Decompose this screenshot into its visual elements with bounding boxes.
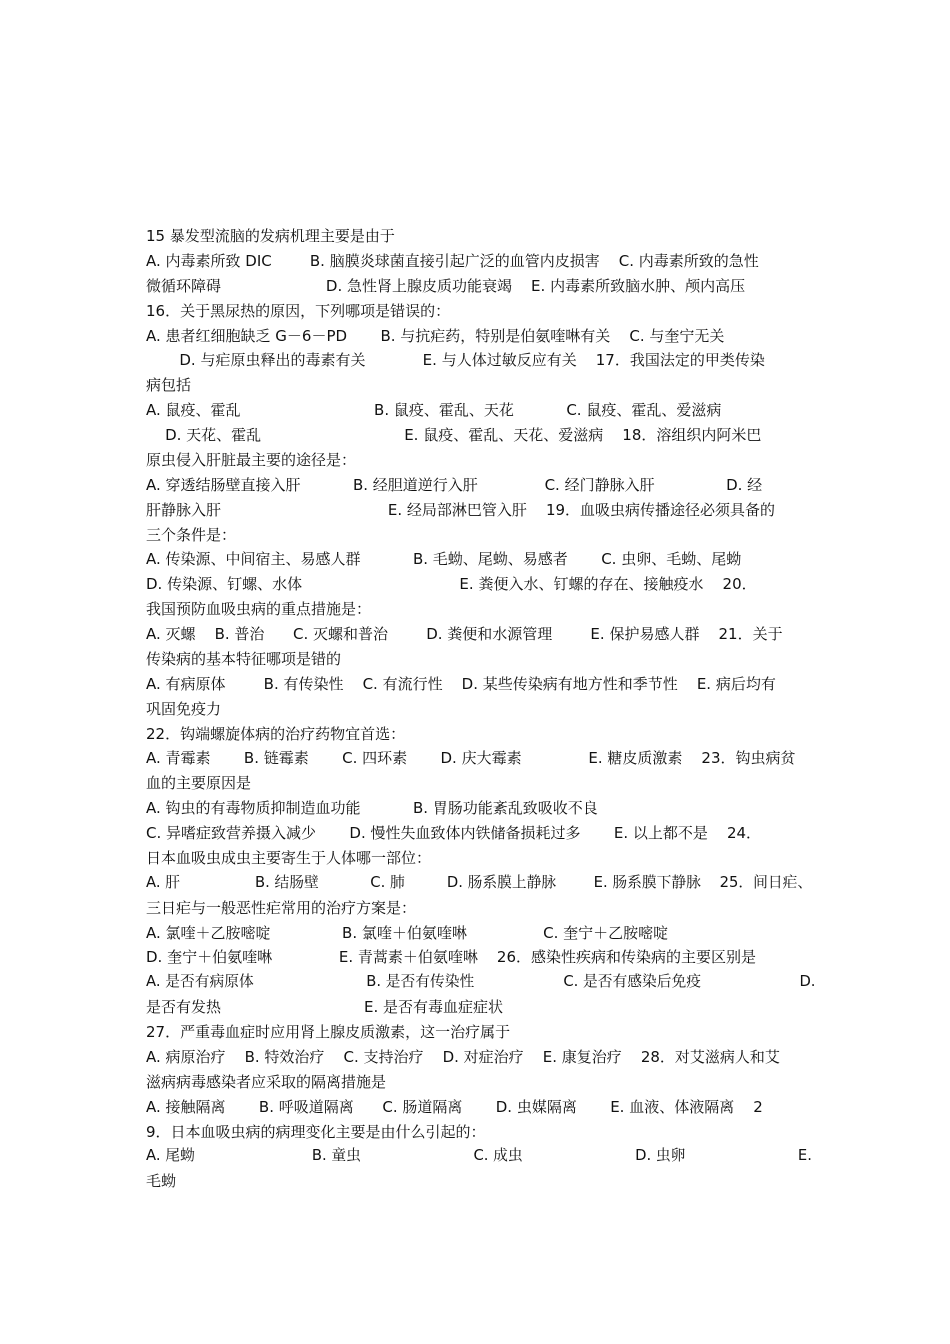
text-line: A. 穿透结肠壁直接入肝 B. 经胆道逆行入肝 C. 经门静脉入肝 D. 经 [146, 475, 763, 494]
text-line: A. 患者红细胞缺乏 G－6－PD B. 与抗疟药，特别是伯氨喹啉有关 C. 与奎宁无关 [146, 326, 725, 345]
text-line: A. 病原治疗 B. 特效治疗 C. 支持治疗 D. 对症治疗 E. 康复治疗 28．对艾滋病人和艾 [146, 1047, 780, 1066]
text-line: 日本血吸虫成虫主要寄生于人体哪一部位： [146, 848, 432, 867]
text-line: 是否有发热 E. 是否有毒血症症状 [146, 998, 504, 1017]
text-line: A. 传染源、中间宿主、易感人群 B. 毛蚴、尾蚴、易感者 C. 虫卵、毛蚴、尾蚴 [146, 550, 742, 569]
text-line: 巩固免疫力 [146, 699, 222, 718]
text-line: 原虫侵入肝脏最主要的途径是： [146, 450, 357, 469]
text-line: A. 灭螺 B. 普治 C. 灭螺和普治 D. 粪便和水源管理 E. 保护易感人群 21．关于 [146, 625, 783, 643]
text-line: A. 钩虫的有毒物质抑制造血功能 B. 胃肠功能紊乱致吸收不良 [146, 799, 598, 818]
text-line: A. 有病原体 B. 有传染性 C. 有流行性 D. 某些传染病有地方性和季节性 E. 病后均有 [146, 674, 776, 693]
text-line: A. 肝 B. 结肠壁 C. 肺 D. 肠系膜上静脉 E. 肠系膜下静脉 25．间日疟、 [146, 873, 813, 891]
text-line: A. 青霉素 B. 链霉素 C. 四环素 D. 庆大霉素 E. 糖皮质激素 23．钩虫病贫 [146, 749, 796, 768]
text-line: 微循环障碍 D. 急性肾上腺皮质功能衰竭 E. 内毒素所致脑水肿、颅内高压 [146, 276, 746, 295]
text-line: 三个条件是： [146, 525, 237, 544]
text-line: 传染病的基本特征哪项是错的 [146, 649, 342, 668]
text-line: 血的主要原因是 [146, 774, 252, 793]
text-line: 病包括 [146, 376, 192, 395]
text-line: A. 内毒素所致 DIC B. 脑膜炎球菌直接引起广泛的血管内皮损害 C. 内毒素所致的急性 [146, 251, 759, 270]
text-line: C. 异嗜症致营养摄入减少 D. 慢性失血致体内铁储备损耗过多 E. 以上都不是 24． [146, 824, 762, 842]
text-line: D. 传染源、钉螺、水体 E. 粪便入水、钉螺的存在、接触疫水 20． [146, 575, 757, 594]
text-line: 毛蚴 [146, 1172, 177, 1191]
text-line: 滋病病毒感染者应采取的隔离措施是 [146, 1072, 387, 1091]
text-line: 22．钩端螺旋体病的治疗药物宜首选： [146, 724, 406, 743]
text-line: 肝静脉入肝 E. 经局部淋巴管入肝 19．血吸虫病传播途径必须具备的 [146, 500, 776, 519]
text-line: A. 接触隔离 B. 呼吸道隔离 C. 肠道隔离 D. 虫媒隔离 E. 血液、体液隔离 2 [146, 1097, 763, 1116]
text-line: 9．日本血吸虫病的病理变化主要是由什么引起的： [146, 1122, 486, 1141]
text-line: A. 是否有病原体 B. 是否有传染性 C. 是否有感染后免疫 D. [146, 973, 816, 991]
text-line: 三日疟与一般恶性疟常用的治疗方案是： [146, 898, 417, 917]
text-line: D. 天花、霍乱 E. 鼠疫、霍乱、天花、爱滋病 18．溶组织内阿米巴 [146, 426, 762, 444]
text-line: 我国预防血吸虫病的重点措施是： [146, 600, 372, 619]
text-line: A. 氯喹＋乙胺嘧啶 B. 氯喹＋伯氨喹啉 C. 奎宁＋乙胺嘧啶 [146, 923, 669, 942]
text-line: D. 与疟原虫释出的毒素有关 E. 与人体过敏反应有关 17．我国法定的甲类传染 [146, 351, 765, 370]
text-line: 27．严重毒血症时应用肾上腺皮质激素，这一治疗属于 [146, 1023, 511, 1041]
text-line: 15 暴发型流脑的发病机理主要是由于 [146, 227, 395, 245]
document-body [146, 224, 816, 1194]
text-line: 16．关于黑尿热的原因，下列哪项是错误的： [146, 301, 451, 320]
text-line: A. 尾蚴 B. 童虫 C. 成虫 D. 虫卵 E. [146, 1147, 812, 1165]
text-line: A. 鼠疫、霍乱 B. 鼠疫、霍乱、天花 C. 鼠疫、霍乱、爱滋病 [146, 401, 722, 420]
text-line: D. 奎宁＋伯氨喹啉 E. 青蒿素＋伯氨喹啉 26．感染性疾病和传染病的主要区别是 [146, 948, 757, 967]
